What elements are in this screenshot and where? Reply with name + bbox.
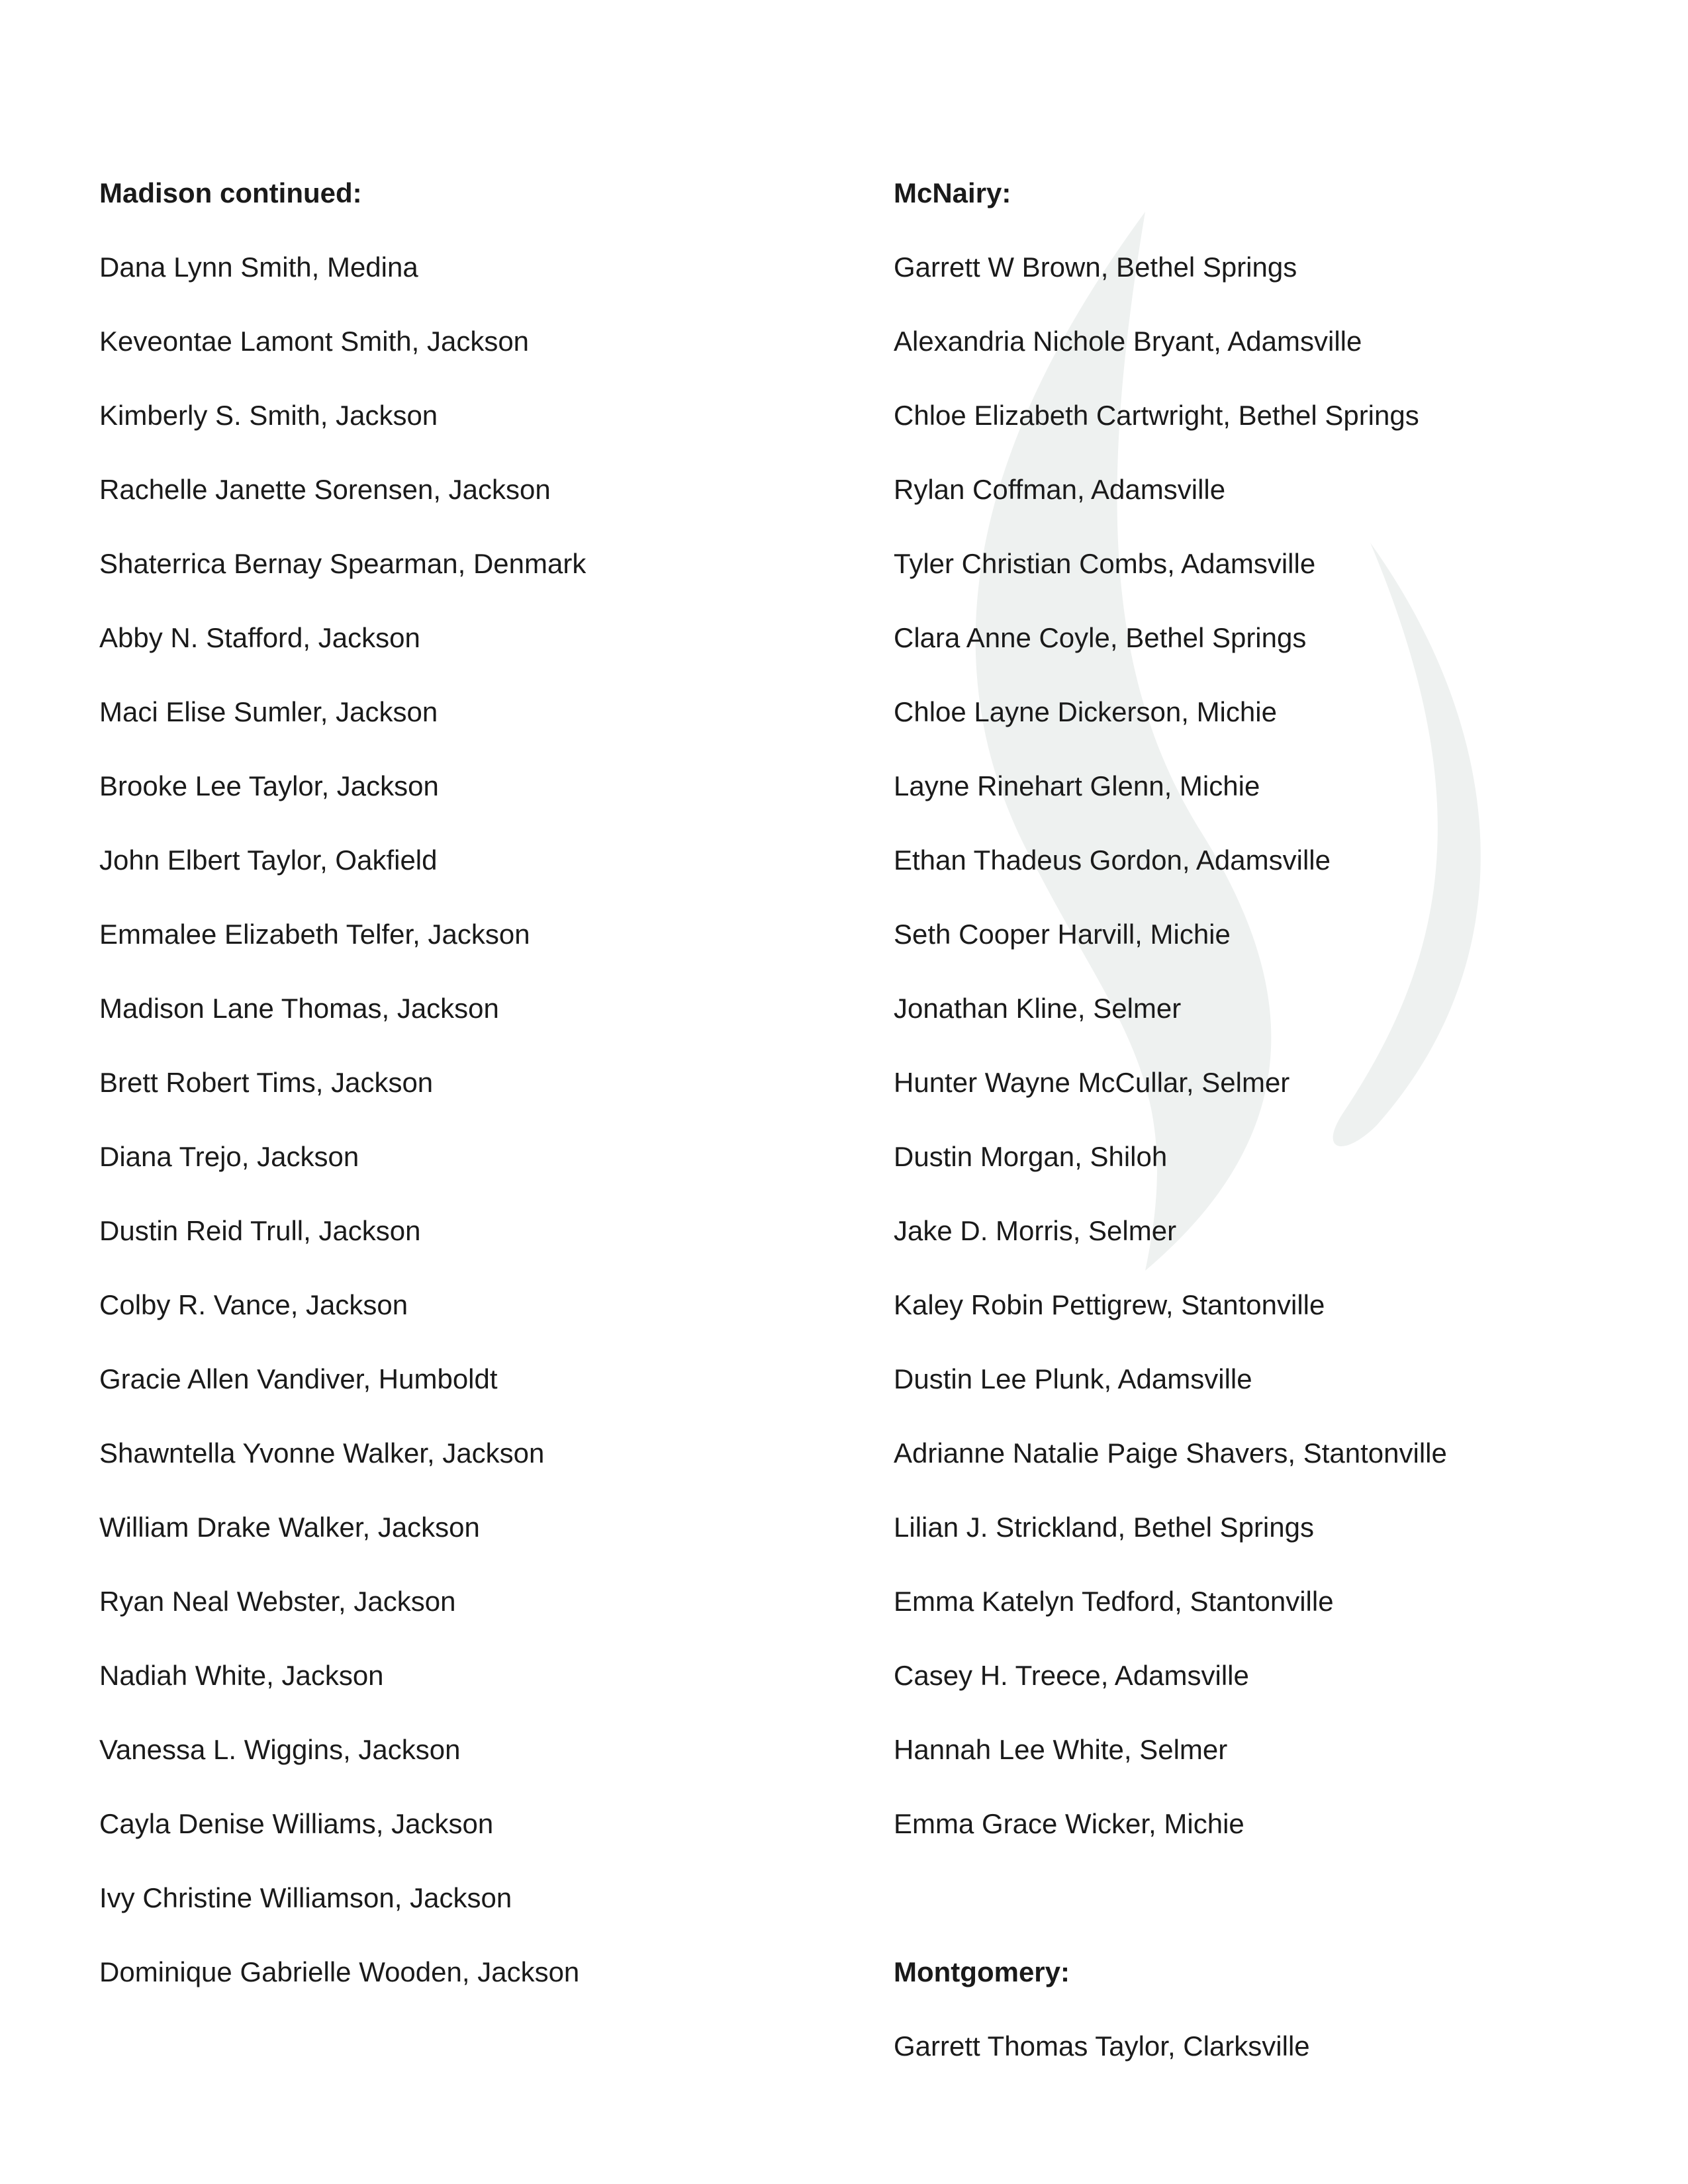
list-item: Keveontae Lamont Smith, Jackson [99, 326, 530, 357]
list-item: Emma Katelyn Tedford, Stantonville [894, 1586, 1334, 1617]
list-item: Lilian J. Strickland, Bethel Springs [894, 1512, 1314, 1543]
list-item: Chloe Layne Dickerson, Michie [894, 696, 1277, 727]
list-item: Clara Anne Coyle, Bethel Springs [894, 622, 1307, 653]
list-item: Kimberly S. Smith, Jackson [99, 400, 438, 431]
section-heading-mcnairy: McNairy: [894, 177, 1011, 208]
list-item: Shawntella Yvonne Walker, Jackson [99, 1437, 545, 1469]
madison-entry-list [99, 248, 861, 1992]
list-item: Brett Robert Tims, Jackson [99, 1067, 434, 1098]
list-item: Brooke Lee Taylor, Jackson [99, 770, 439, 801]
list-item: Vanessa L. Wiggins, Jackson [99, 1734, 461, 1765]
list-item: Ethan Thadeus Gordon, Adamsville [894, 844, 1331, 876]
list-item: Hunter Wayne McCullar, Selmer [894, 1067, 1290, 1098]
list-item: Casey H. Treece, Adamsville [894, 1660, 1249, 1691]
list-item: Emmalee Elizabeth Telfer, Jackson [99, 919, 530, 950]
list-item: Gracie Allen Vandiver, Humboldt [99, 1363, 498, 1394]
list-item: Emma Grace Wicker, Michie [894, 1808, 1244, 1839]
right-column [894, 173, 1655, 2101]
list-item: Jake D. Morris, Selmer [894, 1215, 1177, 1246]
list-item: Tyler Christian Combs, Adamsville [894, 548, 1316, 579]
montgomery-entry-list [894, 2026, 1655, 2066]
list-item: John Elbert Taylor, Oakfield [99, 844, 438, 876]
mcnairy-entry-list [894, 248, 1655, 1844]
section-heading-madison: Madison continued: [99, 177, 362, 208]
list-item: Abby N. Stafford, Jackson [99, 622, 420, 653]
list-item: Colby R. Vance, Jackson [99, 1289, 408, 1320]
list-item: Ryan Neal Webster, Jackson [99, 1586, 456, 1617]
section-spacer [894, 1878, 1655, 1952]
list-item: Nadiah White, Jackson [99, 1660, 384, 1691]
list-item: Kaley Robin Pettigrew, Stantonville [894, 1289, 1325, 1320]
list-item: Rylan Coffman, Adamsville [894, 474, 1226, 505]
list-item: Jonathan Kline, Selmer [894, 993, 1182, 1024]
list-item: Alexandria Nichole Bryant, Adamsville [894, 326, 1362, 357]
list-item: Madison Lane Thomas, Jackson [99, 993, 499, 1024]
left-column [99, 173, 861, 2026]
list-item: Dustin Morgan, Shiloh [894, 1141, 1168, 1172]
list-item: Ivy Christine Williamson, Jackson [99, 1882, 512, 1913]
list-item: William Drake Walker, Jackson [99, 1512, 480, 1543]
section-heading-montgomery: Montgomery: [894, 1956, 1070, 1987]
list-item: Cayla Denise Williams, Jackson [99, 1808, 494, 1839]
list-item: Layne Rinehart Glenn, Michie [894, 770, 1260, 801]
list-item: Dana Lynn Smith, Medina [99, 251, 418, 283]
list-item: Dustin Reid Trull, Jackson [99, 1215, 421, 1246]
list-item: Seth Cooper Harvill, Michie [894, 919, 1231, 950]
list-item: Adrianne Natalie Paige Shavers, Stantonville [894, 1437, 1447, 1469]
list-item: Garrett Thomas Taylor, Clarksville [894, 2030, 1310, 2062]
list-item: Shaterrica Bernay Spearman, Denmark [99, 548, 586, 579]
list-item: Diana Trejo, Jackson [99, 1141, 359, 1172]
list-item: Maci Elise Sumler, Jackson [99, 696, 438, 727]
list-item: Dominique Gabrielle Wooden, Jackson [99, 1956, 580, 1987]
list-item: Dustin Lee Plunk, Adamsville [894, 1363, 1252, 1394]
list-item: Garrett W Brown, Bethel Springs [894, 251, 1297, 283]
list-item: Chloe Elizabeth Cartwright, Bethel Springs [894, 400, 1419, 431]
list-item: Hannah Lee White, Selmer [894, 1734, 1228, 1765]
list-item: Rachelle Janette Sorensen, Jackson [99, 474, 551, 505]
